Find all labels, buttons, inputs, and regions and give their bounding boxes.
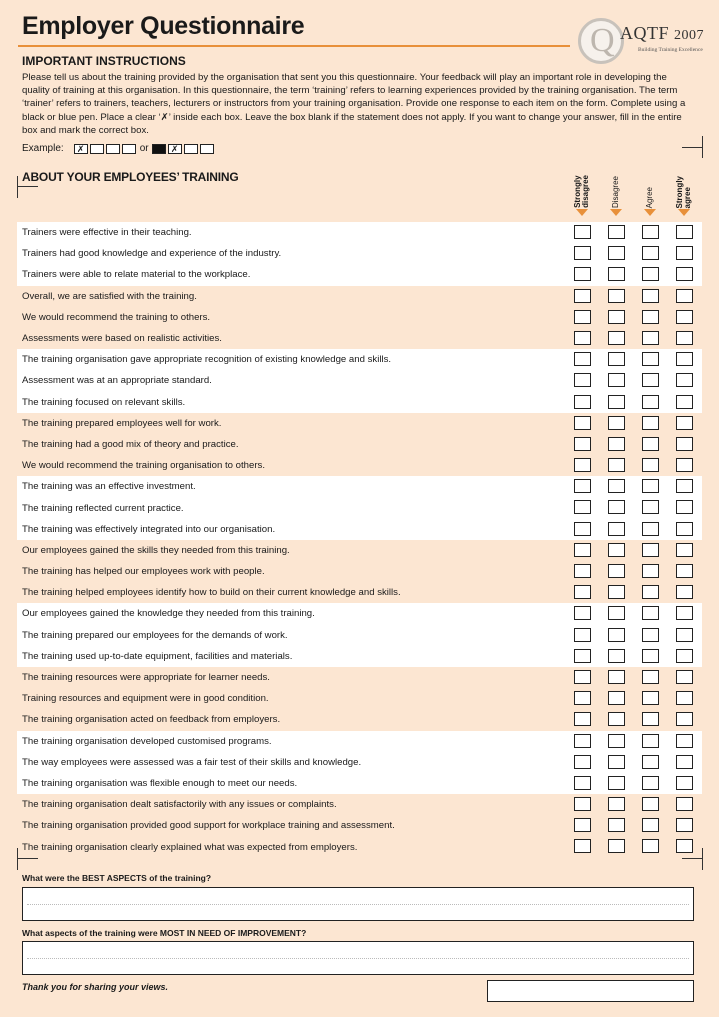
question-label: The training organisation dealt satisfactorily with any issues or complaints. bbox=[22, 799, 337, 811]
checkbox-strongly-agree[interactable] bbox=[676, 267, 693, 281]
checkbox-strongly-agree[interactable] bbox=[676, 331, 693, 345]
question-row bbox=[17, 731, 702, 752]
checkbox-disagree[interactable] bbox=[608, 670, 625, 684]
arrow-down-icon bbox=[678, 209, 690, 216]
checkbox-strongly-disagree[interactable] bbox=[574, 479, 591, 493]
question-row bbox=[17, 307, 702, 328]
checkbox-disagree[interactable] bbox=[608, 479, 625, 493]
checkbox-agree[interactable] bbox=[642, 352, 659, 366]
checkbox-strongly-disagree[interactable] bbox=[574, 437, 591, 451]
checkbox-agree[interactable] bbox=[642, 564, 659, 578]
checkbox-strongly-agree[interactable] bbox=[676, 437, 693, 451]
question-row bbox=[17, 222, 702, 243]
checkbox-strongly-disagree[interactable] bbox=[574, 310, 591, 324]
arrow-down-icon bbox=[576, 209, 588, 216]
logo-year: 2007 bbox=[674, 28, 705, 43]
checkbox-agree[interactable] bbox=[642, 267, 659, 281]
checkbox-disagree[interactable] bbox=[608, 500, 625, 514]
question-label: Training resources and equipment were in good condition. bbox=[22, 693, 269, 705]
checkbox-strongly-agree[interactable] bbox=[676, 628, 693, 642]
instructions-heading: IMPORTANT INSTRUCTIONS bbox=[22, 54, 186, 68]
checkbox-disagree[interactable] bbox=[608, 564, 625, 578]
checkbox-strongly-disagree[interactable] bbox=[574, 500, 591, 514]
checkbox-disagree[interactable] bbox=[608, 416, 625, 430]
crop-mark bbox=[682, 858, 703, 859]
checkbox-strongly-disagree[interactable] bbox=[574, 352, 591, 366]
question-label: The training resources were appropriate for learner needs. bbox=[22, 672, 270, 684]
checkbox-strongly-disagree[interactable] bbox=[574, 543, 591, 557]
checkbox-disagree[interactable] bbox=[608, 691, 625, 705]
question-row bbox=[17, 603, 702, 624]
checkbox-strongly-agree[interactable] bbox=[676, 712, 693, 726]
checkbox-agree[interactable] bbox=[642, 797, 659, 811]
crop-mark bbox=[682, 147, 703, 148]
question-row bbox=[17, 264, 702, 285]
scale-strongly-disagree: Strongly disagree bbox=[573, 175, 590, 208]
question-row bbox=[17, 688, 702, 709]
question-label: The training has helped our employees work with people. bbox=[22, 566, 265, 578]
checkbox-agree[interactable] bbox=[642, 606, 659, 620]
checkbox-strongly-disagree[interactable] bbox=[574, 373, 591, 387]
checkbox-strongly-agree[interactable] bbox=[676, 395, 693, 409]
checkbox-strongly-disagree[interactable] bbox=[574, 839, 591, 853]
checkbox-strongly-disagree[interactable] bbox=[574, 458, 591, 472]
question-row bbox=[17, 497, 702, 518]
checkbox-agree[interactable] bbox=[642, 225, 659, 239]
checkbox-disagree[interactable] bbox=[608, 331, 625, 345]
checkbox-strongly-disagree[interactable] bbox=[574, 776, 591, 790]
question-row bbox=[17, 646, 702, 667]
checkbox-disagree[interactable] bbox=[608, 437, 625, 451]
question-label: The training was an effective investment. bbox=[22, 481, 196, 493]
question-row bbox=[17, 709, 702, 730]
question-label: Assessments were based on realistic activities. bbox=[22, 333, 222, 345]
checkbox-agree[interactable] bbox=[642, 246, 659, 260]
question-label: Assessment was at an appropriate standard. bbox=[22, 375, 212, 387]
checkbox-agree[interactable] bbox=[642, 712, 659, 726]
checkbox-agree[interactable] bbox=[642, 734, 659, 748]
section-title: ABOUT YOUR EMPLOYEES’ TRAINING bbox=[22, 170, 239, 184]
checkbox-strongly-agree[interactable] bbox=[676, 246, 693, 260]
checkbox-strongly-disagree[interactable] bbox=[574, 628, 591, 642]
question-label: The training organisation provided good support for workplace training and assessment. bbox=[22, 820, 395, 832]
question-label: The training had a good mix of theory and practice. bbox=[22, 438, 239, 450]
checkbox-strongly-agree[interactable] bbox=[676, 352, 693, 366]
question-row bbox=[17, 752, 702, 773]
title-rule bbox=[18, 45, 570, 47]
arrow-down-icon bbox=[610, 209, 622, 216]
aqtf-logo bbox=[576, 16, 708, 68]
checkbox-agree[interactable] bbox=[642, 395, 659, 409]
checkbox-strongly-disagree[interactable] bbox=[574, 564, 591, 578]
checkbox-strongly-agree[interactable] bbox=[676, 797, 693, 811]
checkbox-strongly-agree[interactable] bbox=[676, 543, 693, 557]
checkbox-strongly-agree[interactable] bbox=[676, 416, 693, 430]
checkbox-strongly-disagree[interactable] bbox=[574, 267, 591, 281]
question-label: Overall, we are satisfied with the training. bbox=[22, 290, 197, 302]
checkbox-strongly-disagree[interactable] bbox=[574, 691, 591, 705]
crop-mark bbox=[17, 176, 18, 198]
checkbox-agree[interactable] bbox=[642, 500, 659, 514]
checkbox-strongly-disagree[interactable] bbox=[574, 416, 591, 430]
question-label: The training organisation gave appropriate recognition of existing knowledge and skills. bbox=[22, 354, 392, 366]
scale-agree: Agree bbox=[645, 186, 654, 208]
question-row bbox=[17, 349, 702, 370]
example-box bbox=[122, 144, 136, 154]
checkbox-disagree[interactable] bbox=[608, 458, 625, 472]
question-label: The training was effectively integrated into our organisation. bbox=[22, 523, 276, 535]
question-label: The training organisation was flexible enough to meet our needs. bbox=[22, 777, 298, 789]
checkbox-disagree[interactable] bbox=[608, 712, 625, 726]
example-box bbox=[200, 144, 214, 154]
example-box bbox=[90, 144, 104, 154]
question-row bbox=[17, 561, 702, 582]
checkbox-disagree[interactable] bbox=[608, 734, 625, 748]
improvement-label: What aspects of the training were MOST IN NEED OF IMPROVEMENT? bbox=[22, 928, 307, 938]
checkbox-disagree[interactable] bbox=[608, 606, 625, 620]
checkbox-disagree[interactable] bbox=[608, 225, 625, 239]
question-label: Our employees gained the skills they needed from this training. bbox=[22, 544, 290, 556]
question-row bbox=[17, 815, 702, 836]
question-label: The training organisation developed customised programs. bbox=[22, 735, 272, 747]
checkbox-strongly-agree[interactable] bbox=[676, 818, 693, 832]
example-box-marked: ✗ bbox=[74, 144, 88, 154]
crop-mark bbox=[702, 136, 703, 158]
question-label: The way employees were assessed was a fair test of their skills and knowledge. bbox=[22, 756, 362, 768]
checkbox-strongly-agree[interactable] bbox=[676, 564, 693, 578]
question-row bbox=[17, 286, 702, 307]
checkbox-strongly-disagree[interactable] bbox=[574, 649, 591, 663]
scale-disagree: Disagree bbox=[611, 175, 620, 208]
checkbox-strongly-disagree[interactable] bbox=[574, 797, 591, 811]
logo-name: AQTF bbox=[620, 23, 670, 43]
checkbox-strongly-disagree[interactable] bbox=[574, 734, 591, 748]
thank-you-note: Thank you for sharing your views. bbox=[22, 982, 169, 992]
question-label: The training organisation acted on feedback from employers. bbox=[22, 714, 281, 726]
checkbox-strongly-agree[interactable] bbox=[676, 225, 693, 239]
question-row bbox=[17, 540, 702, 561]
checkbox-disagree[interactable] bbox=[608, 628, 625, 642]
question-row bbox=[17, 370, 702, 391]
question-row bbox=[17, 836, 702, 857]
question-label: The training reflected current practice. bbox=[22, 502, 184, 514]
writing-line bbox=[27, 958, 689, 959]
checkbox-agree[interactable] bbox=[642, 458, 659, 472]
checkbox-disagree[interactable] bbox=[608, 776, 625, 790]
question-label: We would recommend the training organisation to others. bbox=[22, 460, 265, 472]
question-label: Our employees gained the knowledge they needed from this training. bbox=[22, 608, 315, 620]
checkbox-strongly-agree[interactable] bbox=[676, 479, 693, 493]
checkbox-agree[interactable] bbox=[642, 479, 659, 493]
checkbox-agree[interactable] bbox=[642, 649, 659, 663]
checkbox-disagree[interactable] bbox=[608, 395, 625, 409]
checkbox-strongly-disagree[interactable] bbox=[574, 818, 591, 832]
checkbox-disagree[interactable] bbox=[608, 267, 625, 281]
example-label: Example: bbox=[22, 143, 64, 154]
checkbox-strongly-disagree[interactable] bbox=[574, 246, 591, 260]
checkbox-strongly-disagree[interactable] bbox=[574, 395, 591, 409]
question-row bbox=[17, 413, 702, 434]
question-label: The training helped employees identify how to build on their current knowledge and skills. bbox=[22, 587, 401, 599]
checkbox-strongly-agree[interactable] bbox=[676, 310, 693, 324]
checkbox-agree[interactable] bbox=[642, 289, 659, 303]
checkbox-agree[interactable] bbox=[642, 585, 659, 599]
checkbox-agree[interactable] bbox=[642, 331, 659, 345]
question-row bbox=[17, 243, 702, 264]
checkbox-disagree[interactable] bbox=[608, 755, 625, 769]
checkbox-strongly-agree[interactable] bbox=[676, 649, 693, 663]
form-id-box bbox=[487, 980, 694, 1002]
checkbox-strongly-disagree[interactable] bbox=[574, 225, 591, 239]
checkbox-strongly-agree[interactable] bbox=[676, 691, 693, 705]
checkbox-strongly-disagree[interactable] bbox=[574, 522, 591, 536]
example-or: or bbox=[139, 143, 149, 154]
question-row bbox=[17, 476, 702, 497]
checkbox-strongly-agree[interactable] bbox=[676, 670, 693, 684]
question-label: The training focused on relevant skills. bbox=[22, 396, 186, 408]
checkbox-disagree[interactable] bbox=[608, 289, 625, 303]
checkbox-strongly-disagree[interactable] bbox=[574, 606, 591, 620]
checkbox-disagree[interactable] bbox=[608, 818, 625, 832]
checkbox-agree[interactable] bbox=[642, 416, 659, 430]
checkbox-strongly-disagree[interactable] bbox=[574, 585, 591, 599]
example-box bbox=[184, 144, 198, 154]
checkbox-strongly-agree[interactable] bbox=[676, 522, 693, 536]
checkbox-agree[interactable] bbox=[642, 628, 659, 642]
crop-mark bbox=[17, 858, 38, 859]
checkbox-agree[interactable] bbox=[642, 776, 659, 790]
question-row bbox=[17, 392, 702, 413]
writing-line bbox=[27, 904, 689, 905]
checkbox-disagree[interactable] bbox=[608, 649, 625, 663]
question-row bbox=[17, 582, 702, 603]
question-label: The training organisation clearly explained what was expected from employers. bbox=[22, 841, 358, 853]
question-row bbox=[17, 625, 702, 646]
checkbox-disagree[interactable] bbox=[608, 373, 625, 387]
scale-strongly-agree: Strongly agree bbox=[675, 175, 692, 208]
checkbox-agree[interactable] bbox=[642, 310, 659, 324]
question-label: Trainers were able to relate material to the workplace. bbox=[22, 269, 251, 281]
checkbox-agree[interactable] bbox=[642, 373, 659, 387]
checkbox-strongly-agree[interactable] bbox=[676, 373, 693, 387]
question-row bbox=[17, 434, 702, 455]
question-row bbox=[17, 328, 702, 349]
checkbox-disagree[interactable] bbox=[608, 543, 625, 557]
question-row bbox=[17, 773, 702, 794]
checkbox-strongly-disagree[interactable] bbox=[574, 755, 591, 769]
question-row bbox=[17, 455, 702, 476]
checkbox-strongly-agree[interactable] bbox=[676, 776, 693, 790]
instructions-body: Please tell us about the training provided by the organisation that sent you this questionnaire. Your feedback will play an important role in developing the quality of training at this organisation. In this questionnaire, the term ‘training’ refers to learning experiences provided by the training organisation. The term ‘trainer’ refers to trainers, teachers, lecturers or instructors from your training organisation. Provide one response to each item on the form. Complete using a black or blue pen. Place a clear ‘✗’ inside each box. Leave the box blank if the statement does not apply. If you want to change your answer, fill in the entire box and mark the correct box. bbox=[22, 72, 686, 136]
checkbox-strongly-disagree[interactable] bbox=[574, 289, 591, 303]
checkbox-strongly-agree[interactable] bbox=[676, 734, 693, 748]
logo-q-glyph-icon: Q bbox=[590, 22, 615, 59]
checkbox-strongly-disagree[interactable] bbox=[574, 331, 591, 345]
question-row bbox=[17, 667, 702, 688]
crop-mark bbox=[17, 186, 38, 187]
checkbox-agree[interactable] bbox=[642, 437, 659, 451]
arrow-down-icon bbox=[644, 209, 656, 216]
checkbox-agree[interactable] bbox=[642, 755, 659, 769]
question-label: Trainers had good knowledge and experience of the industry. bbox=[22, 248, 282, 260]
best-aspects-label: What were the BEST ASPECTS of the training? bbox=[22, 873, 212, 883]
checkbox-strongly-agree[interactable] bbox=[676, 585, 693, 599]
questionnaire-items bbox=[17, 222, 702, 858]
checkbox-agree[interactable] bbox=[642, 691, 659, 705]
best-aspects-field[interactable] bbox=[22, 887, 694, 921]
checkbox-strongly-agree[interactable] bbox=[676, 458, 693, 472]
checkbox-agree[interactable] bbox=[642, 839, 659, 853]
logo-tagline: Building Training Excellence bbox=[638, 47, 703, 53]
checkbox-disagree[interactable] bbox=[608, 310, 625, 324]
checkbox-agree[interactable] bbox=[642, 522, 659, 536]
checkbox-disagree[interactable] bbox=[608, 522, 625, 536]
checkbox-strongly-agree[interactable] bbox=[676, 606, 693, 620]
question-row bbox=[17, 794, 702, 815]
crop-mark bbox=[702, 848, 703, 870]
question-label: Trainers were effective in their teaching. bbox=[22, 227, 192, 239]
question-row bbox=[17, 519, 702, 540]
question-label: We would recommend the training to others. bbox=[22, 311, 211, 323]
example-box bbox=[106, 144, 120, 154]
checkbox-strongly-agree[interactable] bbox=[676, 500, 693, 514]
checkbox-disagree[interactable] bbox=[608, 352, 625, 366]
question-label: The training prepared employees well for work. bbox=[22, 417, 222, 429]
example-box-filled bbox=[152, 144, 166, 154]
checkbox-agree[interactable] bbox=[642, 818, 659, 832]
question-label: The training prepared our employees for the demands of work. bbox=[22, 629, 288, 641]
checkbox-agree[interactable] bbox=[642, 670, 659, 684]
improvement-field[interactable] bbox=[22, 941, 694, 975]
checkbox-disagree[interactable] bbox=[608, 839, 625, 853]
checkbox-disagree[interactable] bbox=[608, 797, 625, 811]
checkbox-agree[interactable] bbox=[642, 543, 659, 557]
checkbox-strongly-disagree[interactable] bbox=[574, 712, 591, 726]
checkbox-disagree[interactable] bbox=[608, 585, 625, 599]
page-title: Employer Questionnaire bbox=[22, 12, 305, 40]
checkbox-strongly-agree[interactable] bbox=[676, 755, 693, 769]
example-box-corrected: ✗ bbox=[168, 144, 182, 154]
question-label: The training used up-to-date equipment, facilities and materials. bbox=[22, 650, 293, 662]
logo-wordmark bbox=[620, 23, 704, 44]
example-row bbox=[22, 143, 216, 154]
checkbox-strongly-disagree[interactable] bbox=[574, 670, 591, 684]
checkbox-disagree[interactable] bbox=[608, 246, 625, 260]
checkbox-strongly-agree[interactable] bbox=[676, 289, 693, 303]
checkbox-strongly-agree[interactable] bbox=[676, 839, 693, 853]
